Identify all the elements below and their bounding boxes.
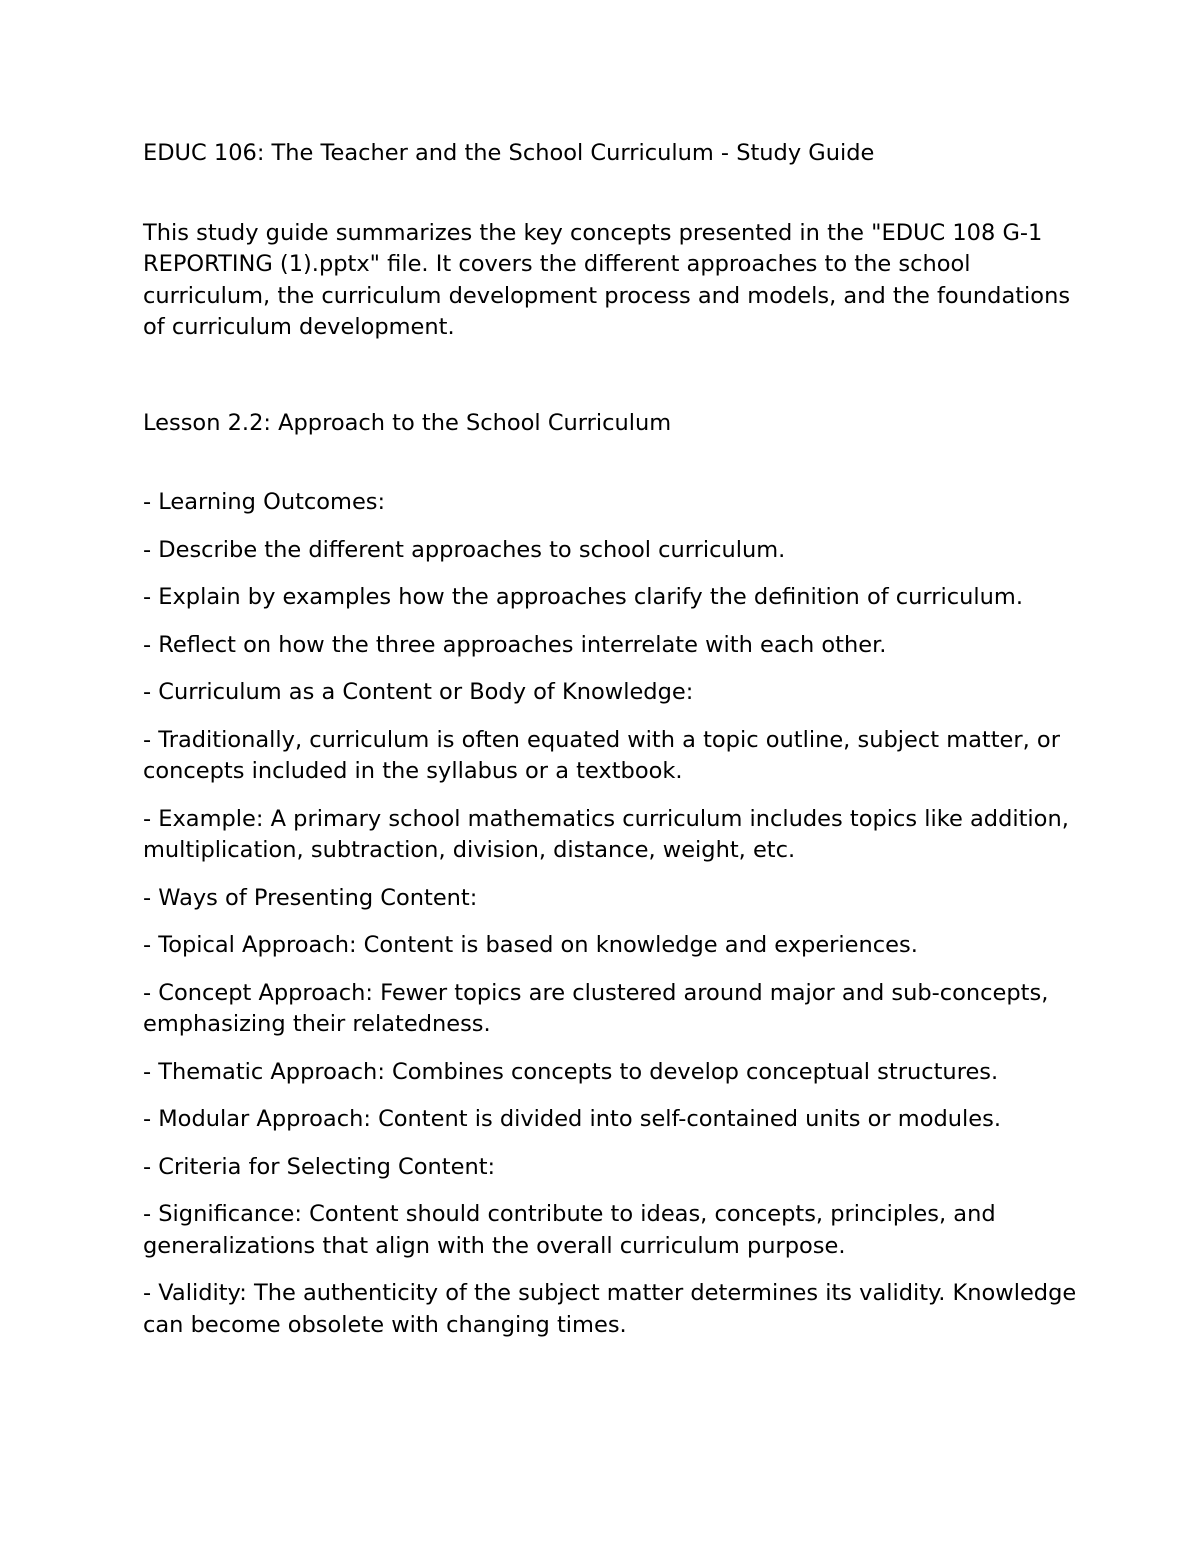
list-item: - Significance: Content should contribute to ideas, concepts, principles, and generalizations that align with the overall curriculum purpose. (143, 1201, 996, 1259)
list-item: - Explain by examples how the approaches clarify the definition of curriculum. (143, 584, 1024, 610)
lesson-heading: Lesson 2.2: Approach to the School Curriculum (143, 409, 672, 436)
list-item: - Validity: The authenticity of the subject matter determines its validity. Knowledge can become obsolete with changing times. (143, 1280, 1077, 1338)
document-title: EDUC 106: The Teacher and the School Curriculum - Study Guide (143, 140, 875, 166)
list-item: - Describe the different approaches to school curriculum. (143, 536, 786, 563)
list-item: - Topical Approach: Content is based on knowledge and experiences. (143, 932, 918, 958)
list-item: - Example: A primary school mathematics curriculum includes topics like addition, multiplication, subtraction, division, distance, weight, etc. (143, 805, 1069, 863)
list-item: - Criteria for Selecting Content: (143, 1153, 496, 1180)
list-item: - Learning Outcomes: (143, 489, 386, 515)
document-body (143, 138, 1078, 1357)
list-item: - Modular Approach: Content is divided into self-contained units or modules. (143, 1106, 1001, 1132)
list-item: - Curriculum as a Content or Body of Knowledge: (143, 679, 694, 705)
lesson-item-list (143, 487, 1078, 1341)
list-item: - Ways of Presenting Content: (143, 884, 478, 911)
list-item: - Concept Approach: Fewer topics are clustered around major and sub-concepts, emphasizing their relatedness. (143, 979, 1049, 1037)
list-item: - Reflect on how the three approaches interrelate with each other. (143, 631, 887, 658)
intro-paragraph: This study guide summarizes the key concepts presented in the "EDUC 108 G-1 REPORTING (1).pptx" file. It covers the different approaches to the school curriculum, the curriculum development process and models, and the foundations of curriculum development. (143, 219, 1071, 340)
list-item: - Thematic Approach: Combines concepts to develop conceptual structures. (143, 1058, 999, 1085)
list-item: - Traditionally, curriculum is often equated with a topic outline, subject matter, or concepts included in the syllabus or a textbook. (143, 726, 1060, 784)
